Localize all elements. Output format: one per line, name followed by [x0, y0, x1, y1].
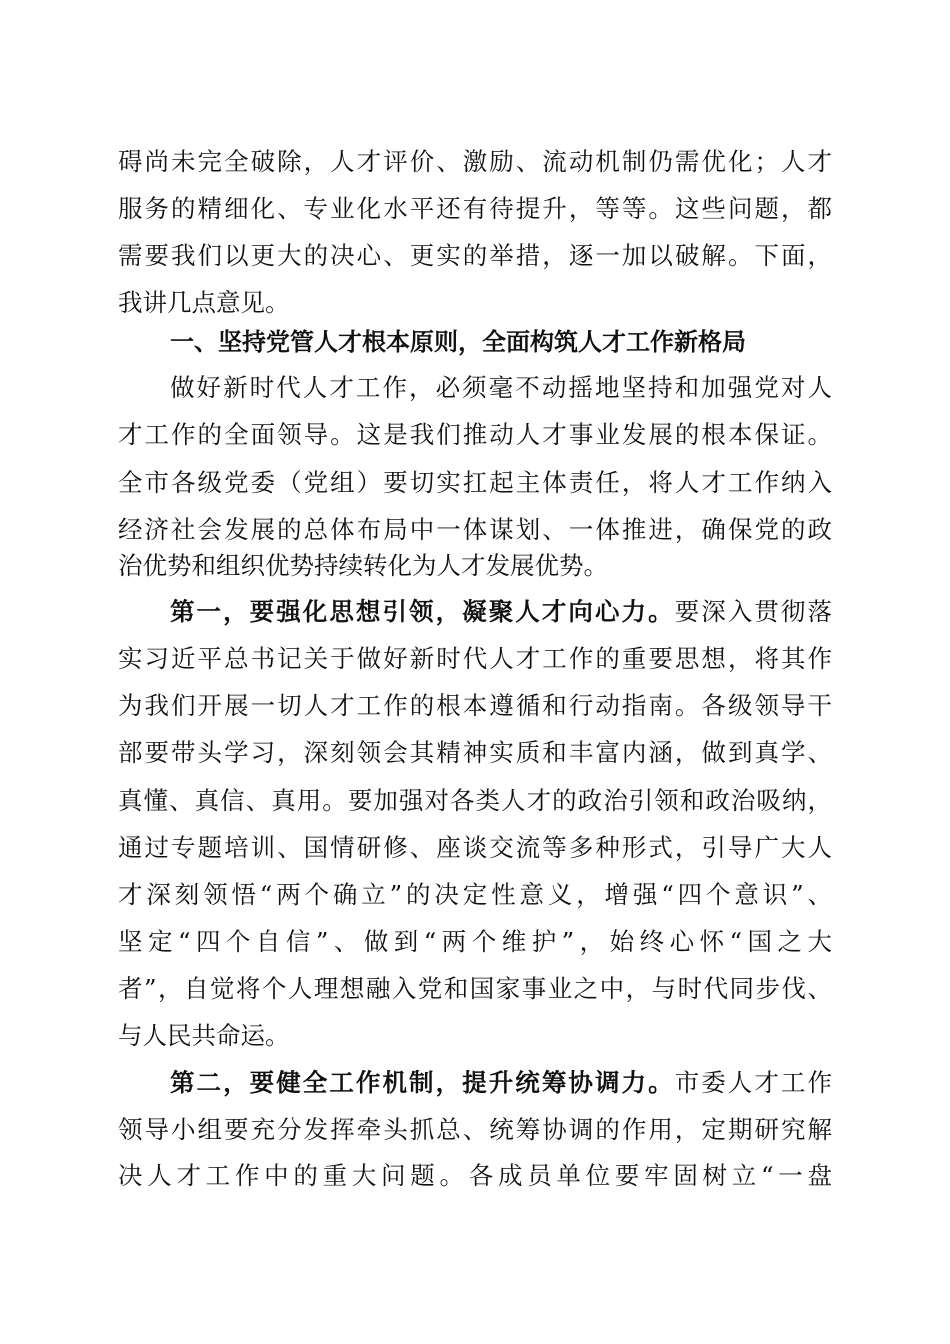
body-line: 与人民共命运。 [118, 1021, 290, 1050]
point-first-line [170, 1063, 832, 1103]
body-line: 服务的精细化、专业化水平还有待提升，等等。这些问题，都 [118, 194, 832, 223]
point-lead-rest: 市委人才工作 [674, 1068, 832, 1097]
body-line: 全市各级党委（党组）要切实扛起主体责任，将人才工作纳入 [118, 468, 832, 497]
section-heading: 一、坚持党管人才根本原则，全面构筑人才工作新格局 [170, 328, 746, 356]
body-line: 治优势和组织优势持续转化为人才发展优势。 [118, 551, 608, 580]
body-line: 领导小组要充分发挥牵头抓总、统筹协调的作用，定期研究解 [118, 1115, 832, 1144]
body-line: 者”，自觉将个人理想融入党和国家事业之中，与时代同步伐、 [118, 974, 832, 1003]
body-line: 坚定“四个自信”、做到“两个维护”，始终心怀“国之大 [118, 927, 832, 956]
point-lead: 第一，要强化思想引领，凝聚人才向心力。 [170, 597, 675, 626]
point-lead: 第二，要健全工作机制，提升统筹协调力。 [170, 1068, 675, 1097]
body-line: 经济社会发展的总体布局中一体谋划、一体推进，确保党的政 [118, 515, 832, 544]
body-line: 为我们开展一切人才工作的根本遵循和行动指南。各级领导干 [118, 691, 832, 720]
point-first-line [170, 592, 832, 632]
body-line: 部要带头学习，深刻领会其精神实质和丰富内涵，做到真学、 [118, 738, 832, 767]
body-line: 决人才工作中的重大问题。各成员单位要牢固树立“一盘 [118, 1161, 832, 1190]
body-line: 实习近平总书记关于做好新时代人才工作的重要思想，将其作 [118, 644, 832, 673]
body-line: 真懂、真信、真用。要加强对各类人才的政治引领和政治吸纳， [118, 786, 832, 815]
body-line: 我讲几点意见。 [118, 288, 290, 317]
body-line: 才工作的全面领导。这是我们推动人才事业发展的根本保证。 [118, 420, 832, 449]
body-line: 才深刻领悟“两个确立”的决定性意义，增强“四个意识”、 [118, 880, 832, 909]
body-line: 碍尚未完全破除，人才评价、激励、流动机制仍需优化；人才 [118, 147, 832, 176]
point-lead-rest: 要深入贯彻落 [674, 597, 832, 626]
body-line: 需要我们以更大的决心、更实的举措，逐一加以破解。下面， [118, 241, 832, 270]
body-line: 通过专题培训、国情研修、座谈交流等多种形式，引导广大人 [118, 833, 832, 862]
body-line: 做好新时代人才工作，必须毫不动摇地坚持和加强党对人 [170, 373, 832, 402]
